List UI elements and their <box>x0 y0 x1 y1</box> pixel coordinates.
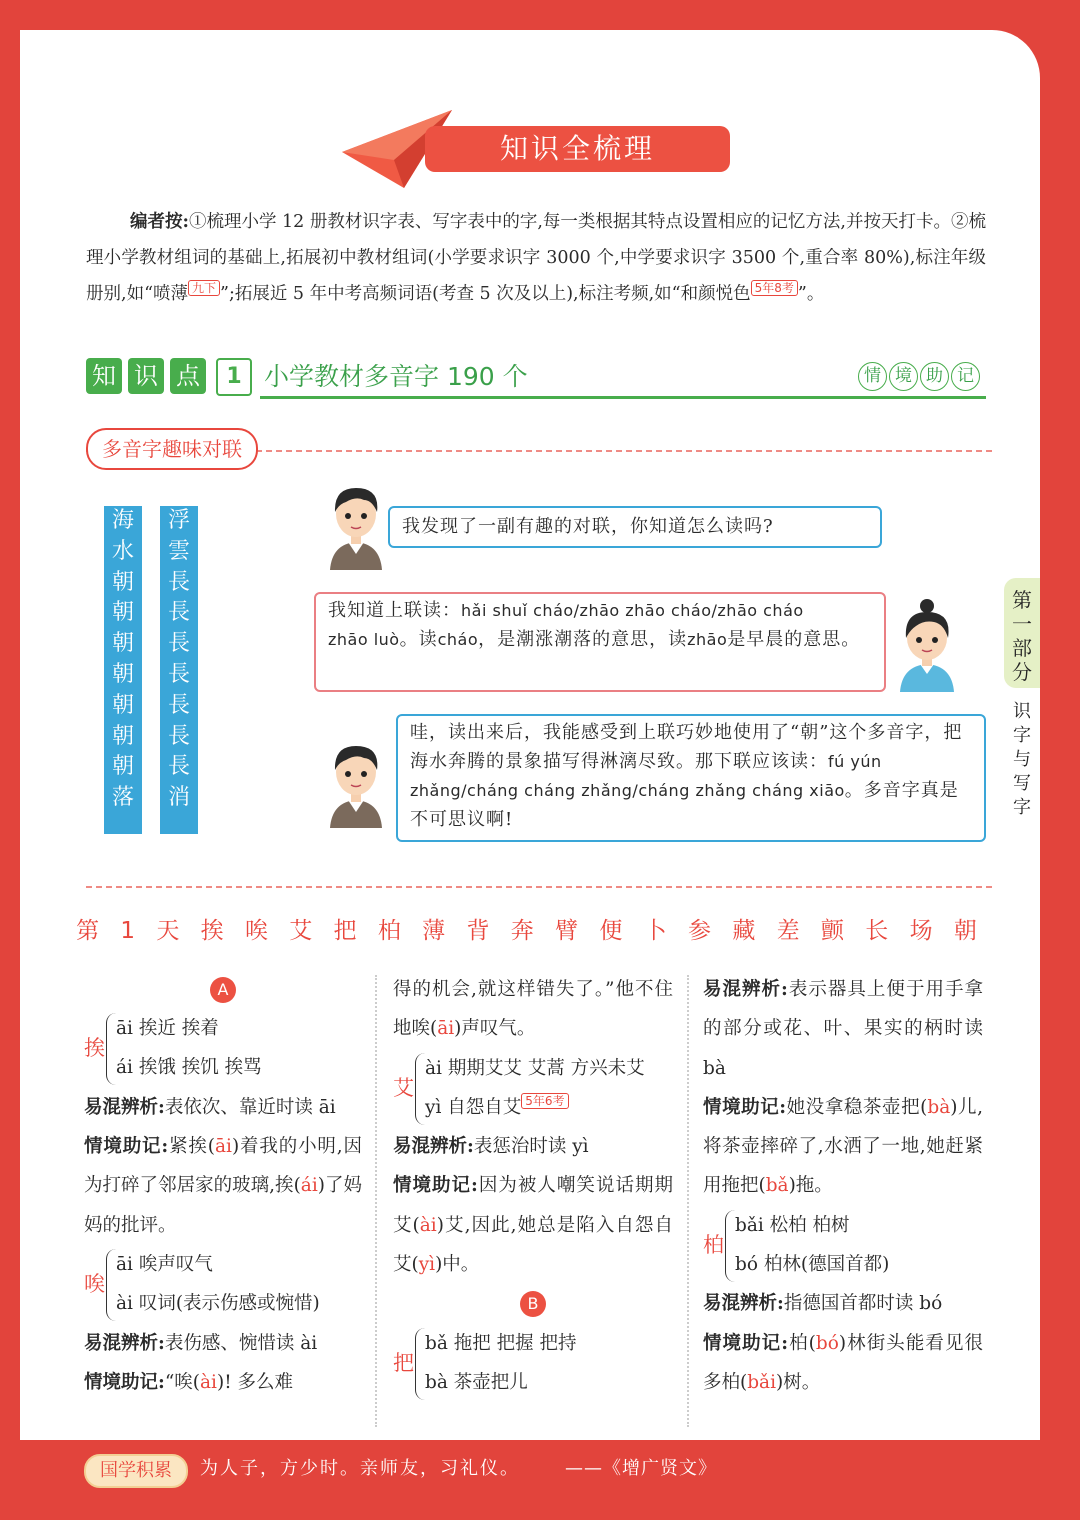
qj-badge-1: 情 <box>858 362 887 391</box>
entry-yi: 艾 ài 期期艾艾 艾蒿 方兴未艾 yì 自怨自艾 5年6考 <box>393 1049 673 1128</box>
column-divider-1 <box>375 975 377 1427</box>
entry-char: 唉 <box>84 1272 105 1297</box>
section-b-marker: B <box>520 1291 546 1317</box>
footer-badge: 国学积累 <box>84 1454 188 1488</box>
entry-char: 把 <box>393 1350 414 1375</box>
section-banner: 知识全梳理 <box>425 126 730 172</box>
speech-bubble-1: 我发现了一副有趣的对联，你知道怎么读吗? <box>388 506 882 548</box>
page <box>20 30 1040 1440</box>
couplet-char: 長 <box>167 569 190 595</box>
footer-source: ——《增广贤文》 <box>565 1458 717 1479</box>
boy-avatar-icon <box>326 478 386 570</box>
entry-ai: 挨 āi 挨近 挨着 ái 挨饿 挨饥 挨骂 <box>84 1009 362 1088</box>
boy-avatar-icon-2 <box>326 736 386 828</box>
kp-title: 小学教材多音字 190 个 <box>264 362 528 391</box>
column-3: 易混辨析:表示器具上便于用手拿的部分或花、叶、果实的柄时读 bà 情境助记:她没拿稳茶壶把(bà)儿,将茶壶摔碎了,水洒了一地,她赶紧用拖把(bǎ)拖。 柏 bǎi 松柏 柏树 bó 柏林(德国首都) 易混辨析:指德国首都时读 bó 情境助记:柏(bó)林街头能看见很多柏(bǎi)树。 <box>703 979 984 1393</box>
entry-char: 柏 <box>703 1232 724 1257</box>
couplet-char: 長 <box>167 692 190 718</box>
couplet-label: 多音字趣味对联 <box>86 428 258 470</box>
entry-ai2: 唉 āi 唉声叹气 ài 叹词(表示伤感或惋惜) <box>84 1245 362 1324</box>
knowledge-point-header <box>86 358 986 398</box>
column-2: 得的机会,就这样错失了。”他不住地唉(āi)声叹气。 艾 ài 期期艾艾 艾蒿 方兴未艾 yì 自怨自艾 5年6考 易混辨析:表惩治时读 yì 情境助记:因为被人嘲笑说话期期艾(ài)艾,因此,她总是陷入自怨自艾(yì)中。 B 把 bǎ 拖把 把握 把持 bà 茶壶把儿 <box>393 970 673 1402</box>
qj-badge-3: 助 <box>920 362 949 391</box>
couplet-char: 海 <box>111 508 134 533</box>
entry-char: 挨 <box>84 1036 105 1061</box>
girl-avatar-icon <box>896 598 958 692</box>
couplet-char: 長 <box>167 754 190 780</box>
footer-quote: 为人子，方少时。亲师友，习礼仪。 <box>200 1458 520 1479</box>
entry-ba: 把 bǎ 拖把 把握 把持 bà 茶壶把儿 <box>393 1324 673 1403</box>
kp-box-3: 点 <box>170 358 206 394</box>
couplet-char: 長 <box>167 661 190 687</box>
entry-char: 艾 <box>393 1075 414 1100</box>
couplet-char: 朝 <box>111 569 134 595</box>
grade-tag: 九下 <box>188 280 220 296</box>
frequency-tag: 5年6考 <box>521 1093 568 1109</box>
kp-box-2: 识 <box>128 358 164 394</box>
editor-note-label: 编者按: <box>130 212 189 232</box>
couplet-char: 消 <box>167 785 190 811</box>
couplet-char: 水 <box>111 538 134 564</box>
couplet-char: 浮 <box>167 508 190 533</box>
couplet-char: 朝 <box>111 723 134 749</box>
kp-underline <box>260 396 986 399</box>
day-title: 第 1 天 挨 唉 艾 把 柏 薄 背 奔 臂 便 卜 参 藏 差 颤 长 场 朝 <box>76 918 984 944</box>
column-divider-2 <box>687 975 689 1427</box>
qj-badge-4: 记 <box>951 362 980 391</box>
section-a-marker: A <box>210 977 236 1003</box>
kp-number: 1 <box>216 358 252 396</box>
couplet-char: 長 <box>167 723 190 749</box>
couplet-char: 落 <box>111 785 134 811</box>
kp-box-1: 知 <box>86 358 122 394</box>
couplet-char: 朝 <box>111 754 134 780</box>
speech-bubble-3: 哇，读出来后，我能感受到上联巧妙地使用了“朝”这个多音字，把海水奔腾的景象描写得淋漓尽致。那下联应该读：fú yún zhǎng/cháng cháng zhǎng/cháng zhǎng cháng xiāo。多音字真是不可思议啊! <box>396 714 986 842</box>
couplet-char: 朝 <box>111 661 134 687</box>
right-couplet <box>160 506 198 834</box>
editor-note: 编者按:①梳理小学 12 册教材识字表、写字表中的字,每一类根据其特点设置相应的记忆方法,并按天打卡。②梳理小学教材组词的基础上,拓展初中教材组词(小学要求识字 3000 个,中学要求识字 3500 个,重合率 80%),标注年级册别,如“喷薄 九下 ”;拓展近 5 年中考高频词语(考查 5 次及以上),标注考频,如“和颜悦色 5年8考 ”。 <box>86 212 986 304</box>
qj-badge-2: 境 <box>889 362 918 391</box>
couplet-char: 朝 <box>111 600 134 626</box>
entry-bai: 柏 bǎi 松柏 柏树 bó 柏林(德国首都) <box>703 1206 983 1285</box>
couplet-char: 長 <box>167 631 190 657</box>
couplet-char: 朝 <box>111 692 134 718</box>
footer <box>0 1440 1080 1520</box>
column-1: A 挨 āi 挨近 挨着 ái 挨饿 挨饥 挨骂 易混辨析:表依次、靠近时读 āi 情境助记:紧挨(āi)着我的小明,因为打碎了邻居家的玻璃,挨(ái)了妈妈的批评。 唉 āi 唉声叹气 ài 叹词(表示伤感或惋惜) 易混辨析:表伤感、惋惜读 ài 情境助记:“唉(ài)! 多么难 <box>84 970 362 1402</box>
couplet-char: 朝 <box>111 631 134 657</box>
speech-bubble-2: 我知道上联读：hǎi shuǐ cháo/zhāo zhāo cháo/zhāo cháo zhāo luò。读cháo，是潮涨潮落的意思，读zhāo是早晨的意思。 <box>314 592 886 692</box>
side-tab-name: 识 字 与 写 字 <box>1013 701 1031 818</box>
left-couplet <box>104 506 142 834</box>
frequency-tag: 5年8考 <box>751 280 798 296</box>
couplet-char: 雲 <box>167 538 190 564</box>
side-tab-part: 第 一 部 分 <box>1004 578 1040 688</box>
couplet-char: 長 <box>167 600 190 626</box>
